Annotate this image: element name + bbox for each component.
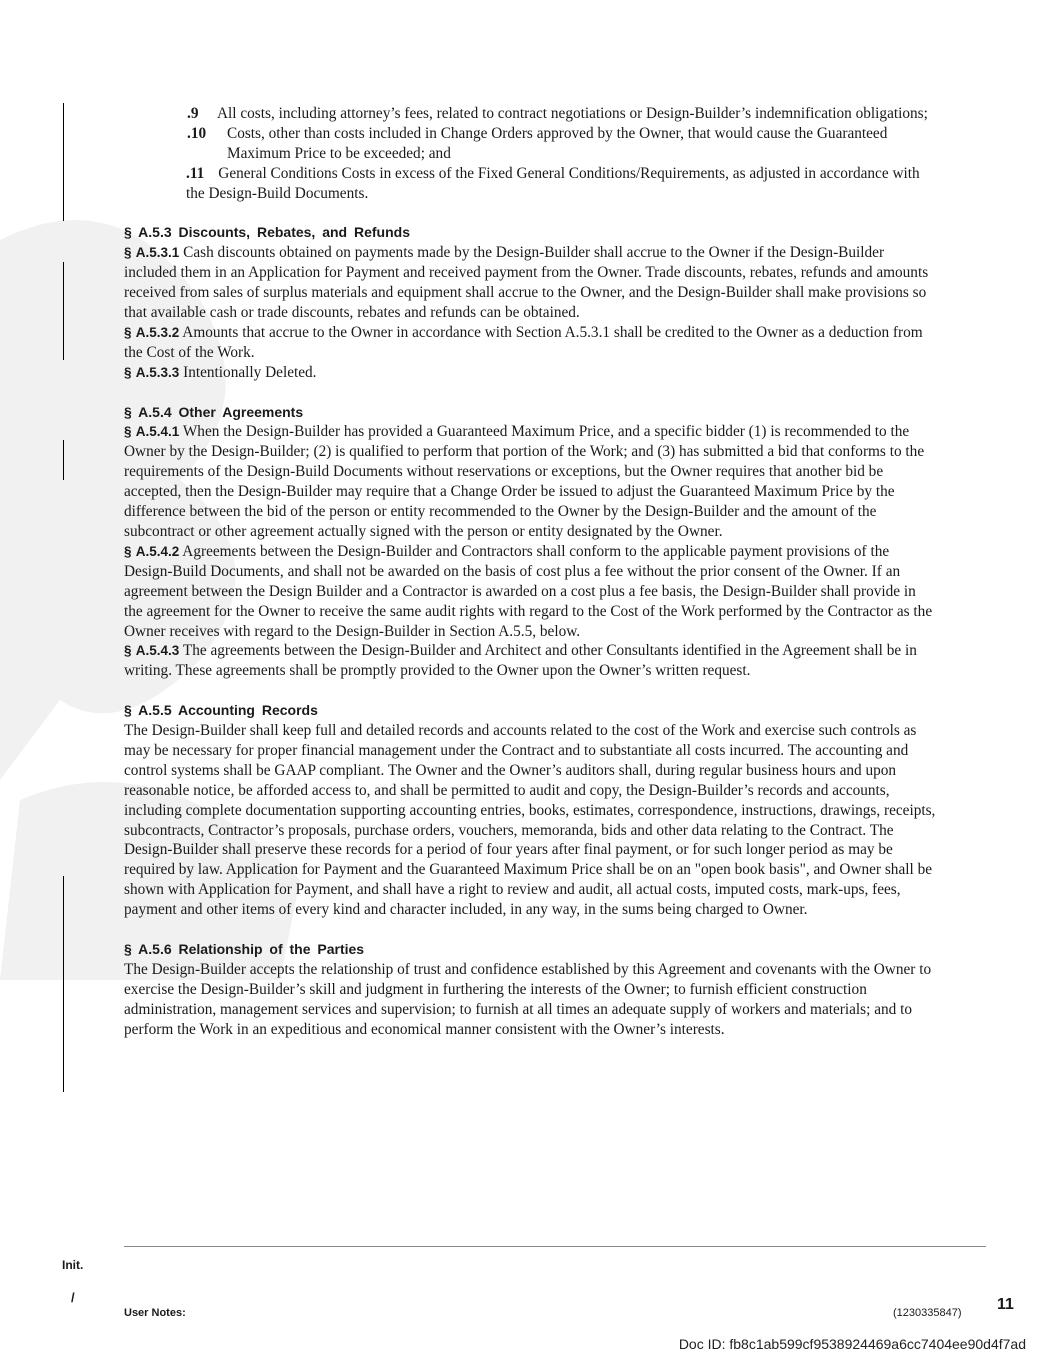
- list-text: Costs, other than costs included in Change Orders approved by the Owner, that would cause the Guaranteed Maximum Price to be exceeded; and: [227, 124, 888, 162]
- paragraph: [124, 323, 936, 363]
- change-bar: [63, 103, 64, 221]
- doc-id: Doc ID: fb8c1ab599cf9538924469a6cc7404ee90d4f7ad: [678, 1336, 1026, 1352]
- paragraph-text: Agreements between the Design-Builder and Contractors shall conform to the applicable payment provisions of the Design-Build Documents, and shall not be awarded on the basis of cost plus a fee without the prior consent of the Owner. If an agreement between the Design Builder and a Contractor is awarded on a cost plus a fee basis, the Design-Builder shall provide in the agreement for the Owner to receive the same audit rights with regard to the Cost of the Work performed by the Contractor as the Owner receives with regard to the Design-Builder in Section A.5.5, below.: [124, 542, 933, 640]
- paragraph-text: The Design-Builder shall keep full and detailed records and accounts related to the cost of the Work and exercise such controls as may be necessary for proper financial management under the Contract and to substantiate all costs incurred. The accounting and control systems shall be GAAP compliant. The Owner and the Owner’s auditors shall, during regular business hours and upon reasonable notice, be afforded access to, and shall be permitted to audit and copy, the Design-Builder’s records and accounts, including complete documentation supporting accounting entries, books, estimates, correspondence, instructions, drawings, receipts, subcontracts, Contractor’s proposals, purchase orders, vouchers, memoranda, bids and other data relating to the Contract. The Design-Builder shall preserve these records for a period of four years after final payment, or for such longer period as may be required by law. Application for Payment and the Guaranteed Maximum Price shall be on an "open book basis", and Owner shall be shown with Application for Payment, and shall have a right to review and audit, all actual costs, imputed costs, mark-ups, fees, payment and other items of every kind and character included, in any way, in the sums being charged to Owner.: [124, 722, 936, 919]
- change-bar: [63, 876, 64, 1092]
- user-notes-label: User Notes:: [124, 1307, 186, 1319]
- list-item: [124, 104, 936, 124]
- section-number: § A.5.4.2: [124, 543, 180, 559]
- paragraph-text: Intentionally Deleted.: [183, 363, 317, 381]
- section-number: § A.5.3.2: [124, 324, 180, 340]
- paragraph-text: Cash discounts obtained on payments made by the Design-Builder shall accrue to the Owner if the Design-Builder included them in an Application for Payment and received payment from the Owner. Trade discounts, rebates, refunds and amounts received from sales of surplus materials and equipment shall accrue to the Owner, and the Design-Builder shall make provisions so that available cash or trade discounts, rebates and refunds can be obtained.: [124, 244, 929, 322]
- paragraph-text: Amounts that accrue to the Owner in accordance with Section A.5.3.1 shall be credited to the Owner as a deduction from the Cost of the Work.: [124, 323, 923, 361]
- initials-slash: /: [71, 1290, 75, 1305]
- section-number: § A.5.3.1: [124, 245, 180, 261]
- paragraph: [124, 243, 936, 323]
- serial-number: (1230335847): [893, 1307, 962, 1319]
- paragraph-text: The Design-Builder accepts the relationship of trust and confidence established by this Agreement and covenants with the Owner to exercise the Design-Builder’s skill and judgment in furthering the interests of the Owner; to furnish efficient construction administration, management services and supervision; to furnish at all times an adequate supply of workers and materials; and to perform the Work in an expeditious and economical manner consistent with the Owner’s interests.: [124, 960, 932, 1038]
- paragraph: [124, 422, 936, 541]
- section-heading: § A.5.5 Accounting Records: [124, 702, 318, 719]
- section-number: § A.5.4.1: [124, 424, 180, 440]
- paragraph: [124, 542, 936, 642]
- footer-divider: [124, 1246, 986, 1247]
- page-number: 11: [997, 1296, 1014, 1313]
- change-bar: [63, 262, 64, 360]
- section-heading: § A.5.6 Relationship of the Parties: [124, 941, 365, 957]
- change-bar: [63, 440, 64, 480]
- list-text: All costs, including attorney’s fees, related to contract negotiations or Design-Builder’s indemnification obligations;: [217, 105, 928, 122]
- section-heading: § A.5.3 Discounts, Rebates, and Refunds: [124, 224, 410, 241]
- list-number: .11: [186, 164, 205, 182]
- document-body: [124, 104, 936, 1040]
- list-number: .10: [187, 124, 207, 142]
- list-number: .9: [187, 105, 199, 122]
- paragraph: [124, 641, 936, 681]
- initials-label: Init.: [62, 1258, 84, 1272]
- section-number: § A.5.3.3: [124, 364, 180, 380]
- paragraph: [124, 363, 936, 383]
- list-item: [124, 164, 936, 204]
- section-heading: § A.5.4 Other Agreements: [124, 403, 304, 420]
- paragraph-text: When the Design-Builder has provided a Guaranteed Maximum Price, and a specific bidder (1) is recommended to the Owner by the Design-Builder; (2) is qualified to perform that portion of the Work; and (3) has submitted a bid that conforms to the requirements of the Design-Build Documents without reservations or exceptions, but the Owner requires that another bid be accepted, then the Design-Builder may require that a Change Order be issued to adjust the Guaranteed Maximum Price by the difference between the bid of the person or entity recommended to the Owner by the Design-Builder and the amount of the subcontract or other agreement actually signed with the person or entity designated by the Owner.: [124, 423, 925, 540]
- paragraph-text: The agreements between the Design-Builder and Architect and other Consultants identified in the Agreement shall be in writing. These agreements shall be promptly provided to the Owner upon the Owner’s written request.: [124, 642, 917, 680]
- section-number: § A.5.4.3: [124, 643, 180, 659]
- list-text: General Conditions Costs in excess of the Fixed General Conditions/Requirements, as adjusted in accordance with the Design-Build Documents.: [186, 164, 920, 202]
- list-item: [124, 124, 936, 164]
